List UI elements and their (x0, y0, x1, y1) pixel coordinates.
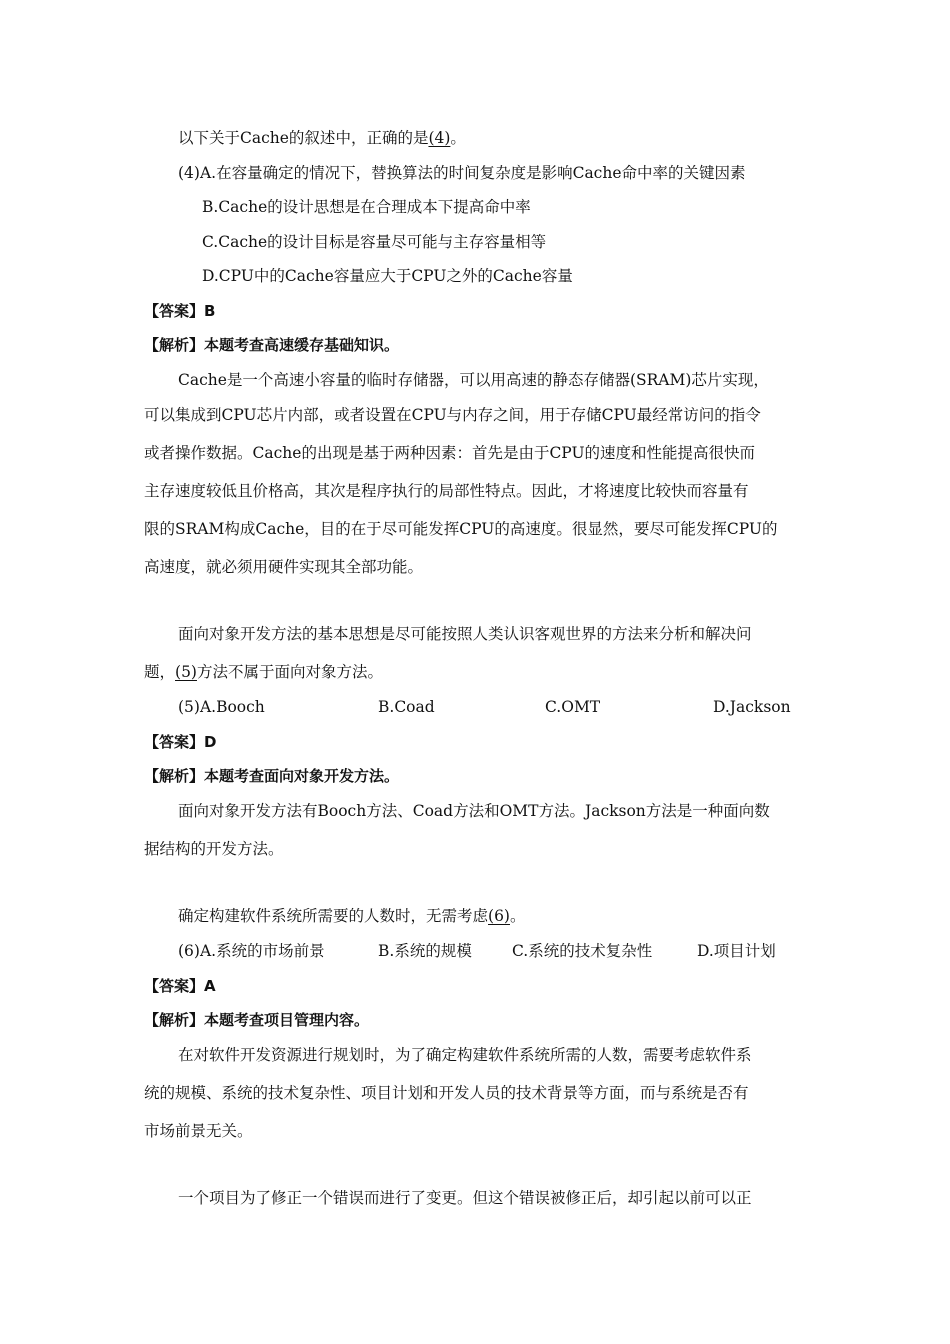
q4-stem (0, 127, 950, 149)
paragraph-line: 限的SRAM构成Cache，目的在于尽可能发挥CPU的高速度。很显然，要尽可能发挥CPU的 (144, 520, 778, 538)
q5-stem-end: 方法不属于面向对象方法。 (196, 663, 383, 681)
paragraph-line: 高速度，就必须用硬件实现其全部功能。 (144, 558, 424, 576)
q4-option-c: C.Cache的设计目标是容量尽可能与主存容量相等 (202, 233, 547, 251)
q5-option-c: C.OMT (545, 698, 601, 716)
q6-option-d: D.项目计划 (697, 942, 776, 960)
q6-analysis-line (0, 1044, 950, 1066)
q4-blank: (4) (428, 129, 451, 147)
q5-option-a: (5)A.Booch (178, 698, 265, 716)
q6-answer: 【答案】A (144, 977, 216, 995)
q4-analysis-line (0, 480, 950, 502)
paragraph-line: Cache是一个高速小容量的临时存储器，可以用高速的静态存储器(SRAM)芯片实现， (178, 371, 769, 389)
q4-analysis-title: 【解析】本题考查高速缓存基础知识。 (144, 336, 400, 354)
q5-option-b: B.Coad (378, 698, 435, 716)
q4-option-d: D.CPU中的Cache容量应大于CPU之外的Cache容量 (202, 267, 573, 285)
paragraph-line: 主存速度较低且价格高，其次是程序执行的局部性特点。因此，才将速度比较快而容量有 (144, 482, 749, 500)
q4-option-a: (4)A.在容量确定的情况下，替换算法的时间复杂度是影响Cache命中率的关键因素 (178, 164, 746, 182)
q5-stem-line1: 面向对象开发方法的基本思想是尽可能按照人类认识客观世界的方法来分析和解决问 (178, 625, 752, 643)
q6-analysis-line (0, 1120, 950, 1142)
q6-stem-end: 。 (509, 907, 526, 925)
q4-analysis-line (0, 442, 950, 464)
q5-blank: (5) (175, 663, 197, 681)
paragraph-line: 据结构的开发方法。 (144, 840, 284, 858)
q6-option-a: (6)A.系统的市场前景 (178, 942, 325, 960)
q5-analysis-line (0, 838, 950, 860)
q5-analysis-title: 【解析】本题考查面向对象开发方法。 (144, 767, 400, 785)
q6-stem (0, 905, 950, 927)
q6-option-b: B.系统的规模 (378, 942, 472, 960)
q5-stem-text: 题， (144, 663, 176, 681)
q4-analysis-line (0, 518, 950, 540)
q4-analysis-line (0, 404, 950, 426)
paragraph-line: 统的规模、系统的技术复杂性、项目计划和开发人员的技术背景等方面，而与系统是否有 (144, 1084, 749, 1102)
q5-analysis-line (0, 800, 950, 822)
paragraph-line: 或者操作数据。Cache的出现是基于两种因素：首先是由于CPU的速度和性能提高很快而 (144, 444, 756, 462)
paragraph-line: 面向对象开发方法有Booch方法、Coad方法和OMT方法。Jackson方法是一种面向数 (178, 802, 770, 820)
q4-answer: 【答案】B (144, 302, 216, 320)
paragraph-line: 市场前景无关。 (144, 1122, 253, 1140)
q4-analysis-line (0, 369, 950, 391)
q6-stem-text: 确定构建软件系统所需要的人数时，无需考虑 (178, 907, 489, 925)
paragraph-line: 在对软件开发资源进行规划时，为了确定构建软件系统所需的人数，需要考虑软件系 (178, 1046, 752, 1064)
q4-stem-text: 以下关于Cache的叙述中，正确的是 (178, 129, 429, 147)
q5-stem-line2 (0, 661, 950, 683)
q6-analysis-line (0, 1082, 950, 1104)
q5-answer: 【答案】D (144, 733, 217, 751)
q6-blank: (6) (488, 907, 510, 925)
q5-option-d: D.Jackson (713, 698, 791, 716)
q6-analysis-title: 【解析】本题考查项目管理内容。 (144, 1011, 370, 1029)
q4-stem-end: 。 (450, 129, 466, 147)
q7-stem-line1: 一个项目为了修正一个错误而进行了变更。但这个错误被修正后，却引起以前可以正 (178, 1189, 752, 1207)
q6-option-c: C.系统的技术复杂性 (512, 942, 653, 960)
paragraph-line: 可以集成到CPU芯片内部，或者设置在CPU与内存之间，用于存储CPU最经常访问的指令 (144, 406, 761, 424)
q4-analysis-line (0, 556, 950, 578)
q4-option-b: B.Cache的设计思想是在合理成本下提高命中率 (202, 198, 531, 216)
